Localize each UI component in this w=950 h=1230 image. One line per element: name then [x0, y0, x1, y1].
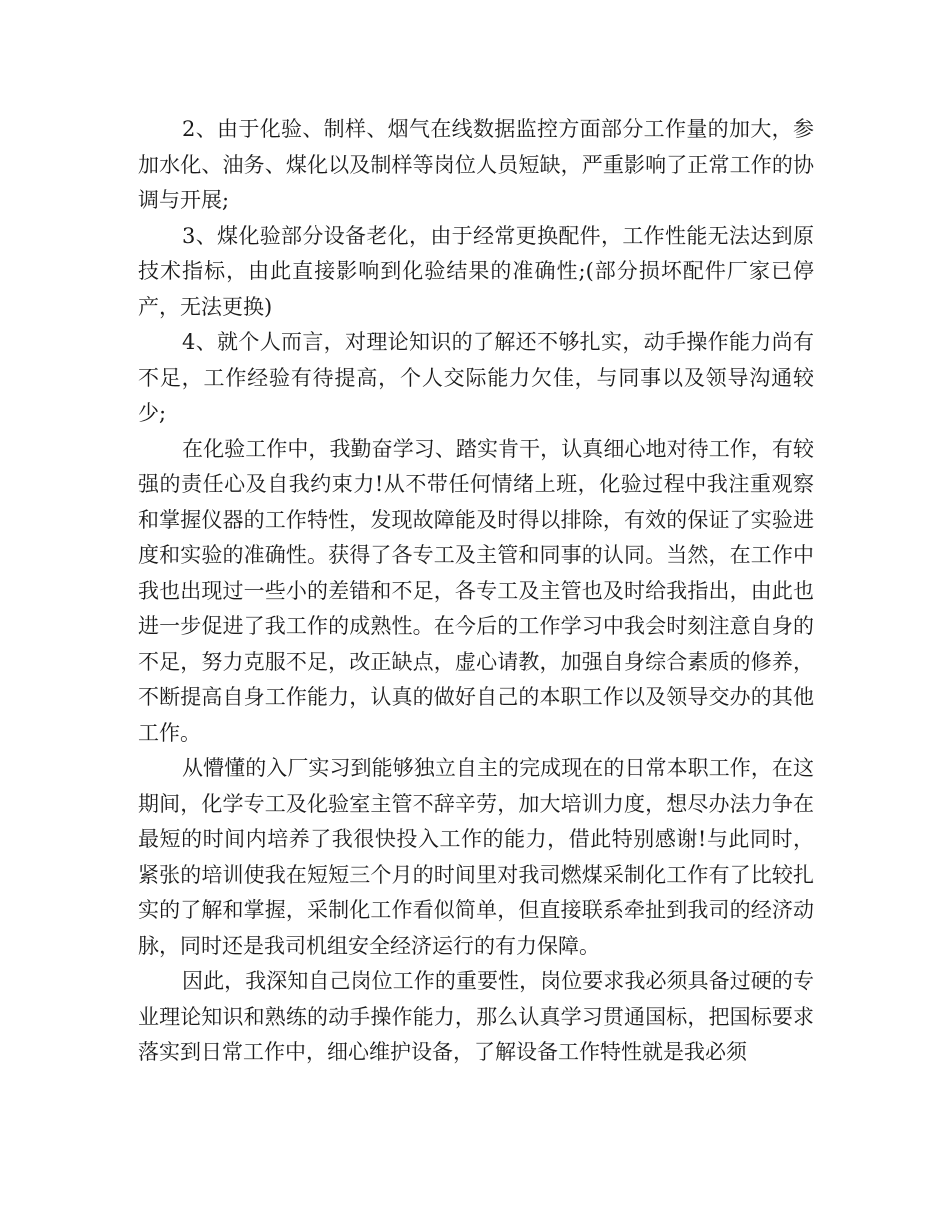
paragraph-importance: 因此，我深知自己岗位工作的重要性，岗位要求我必须具备过硬的专业理论知识和熟练的动手操作能力，那么认真学习贯通国标，把国标要求落实到日常工作中，细心维护设备，了解设备工作特性就是我必须: [138, 969, 814, 1064]
paragraph-training: 从懵懂的入厂实习到能够独立自主的完成现在的日常本职工作，在这期间，化学专工及化验室主管不辞辛劳，加大培训力度，想尽办法力争在最短的时间内培养了我很快投入工作的能力，借此特别感谢!与此同时，紧张的培训使我在短短三个月的时间里对我司燃煤采制化工作有了比较扎实的了解和掌握，采制化工作看似简单，但直接联系牵扯到我司的经济动脉，同时还是我司机组安全经济运行的有力保障。: [138, 756, 814, 958]
paragraph-item-4: 4、就个人而言，对理论知识的了解还不够扎实，动手操作能力尚有不足，工作经验有待提高，个人交际能力欠佳，与同事以及领导沟通较少;: [138, 330, 814, 425]
document-body: [138, 112, 814, 1071]
paragraph-work-attitude: 在化验工作中，我勤奋学习、踏实肯干，认真细心地对待工作，有较强的责任心及自我约束力!从不带任何情绪上班，化验过程中我注重观察和掌握仪器的工作特性，发现故障能及时得以排除，有效的保证了实验进度和实验的准确性。获得了各专工及主管和同事的认同。当然，在工作中我也出现过一些小的差错和不足，各专工及主管也及时给我指出，由此也进一步促进了我工作的成熟性。在今后的工作学习中我会时刻注意自身的不足，努力克服不足，改正缺点，虚心请教，加强自身综合素质的修养，不断提高自身工作能力，认真的做好自己的本职工作以及领导交办的其他工作。: [138, 436, 814, 745]
paragraph-item-2: 2、由于化验、制样、烟气在线数据监控方面部分工作量的加大，参加水化、油务、煤化以及制样等岗位人员短缺，严重影响了正常工作的协调与开展;: [138, 117, 814, 212]
paragraph-item-3: 3、煤化验部分设备老化，由于经常更换配件，工作性能无法达到原技术指标，由此直接影响到化验结果的准确性;(部分损坏配件厂家已停产，无法更换): [138, 223, 814, 319]
